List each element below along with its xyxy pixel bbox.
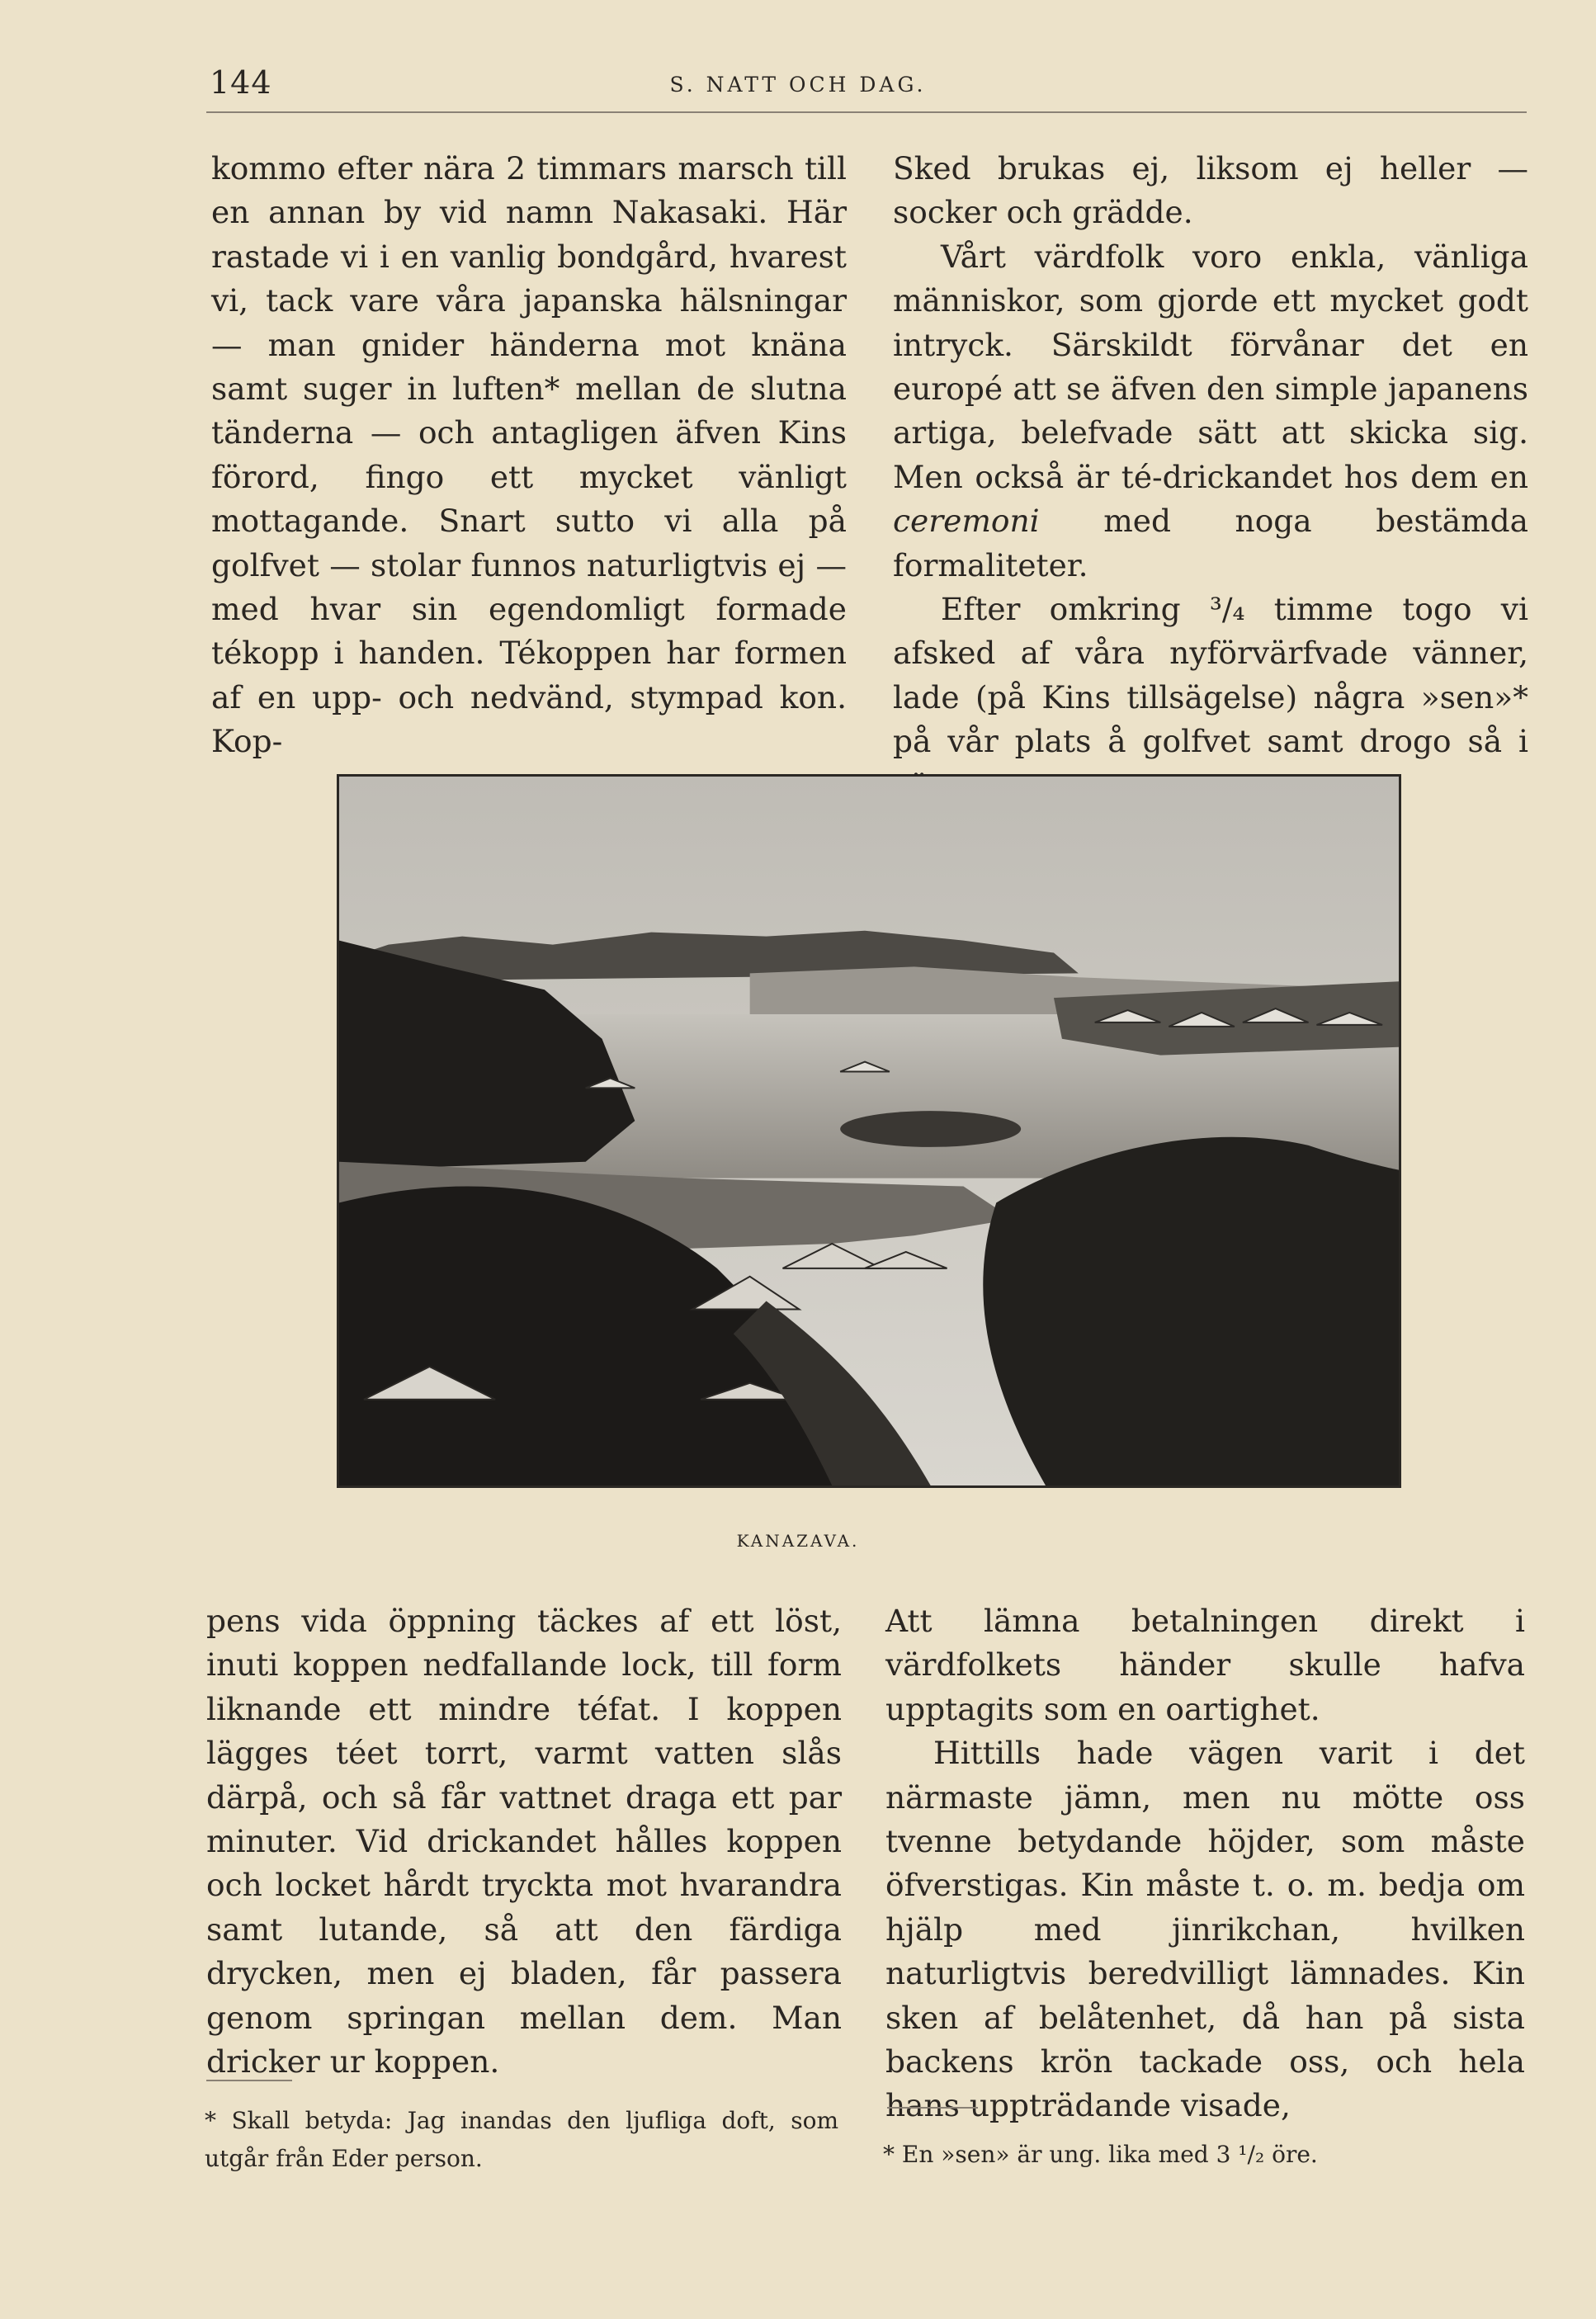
paragraph: Efter omkring ³/₄ timme togo vi afsked af våra nyförvärfvade vänner, lade (på Kins tillsägelse) några »sen»* på vår plats å golfvet samt drogo så i [893,591,1528,760]
page-number: 144 [210,64,272,101]
paragraph: kommo efter nära 2 timmars marsch till en annan by vid namn Nakasaki. Här rastade vi i en vanlig bondgård, hvarest vi, tack vare våra japanska hälsningar — man gnider händerna mot knäna samt suger in luften* mellan de slutna tänderna — och antagligen äfven Kins förord, fingo ett mycket vänligt mottagande. Snart sutto vi alla på golfvet — stolar funnos naturligtvis ej — med hvar sin egendomligt formade tékopp i handen. Tékoppen har formen af en upp- och nedvänd, stympad kon. Kop- [211,150,847,760]
column-bottom-right [885,1599,1525,2128]
paragraph: pens vida öppning täckes af ett löst, inuti koppen nedfallande lock, till form liknande ett mindre téfat. I koppen lägges téet torrt, varmt vatten slås därpå, och så får vattnet draga ett par minuter. Vid drickandet hålles koppen och locket hårdt tryckta mot hvarandra samt lutande, så att den färdiga drycken, men ej bladen, får passera genom springan mellan dem. Man dricker ur koppen. [206,1603,842,2080]
photograph-kanazava [337,774,1401,1488]
paragraph: Vårt värdfolk voro enkla, vänliga människor, som gjorde ett mycket godt intryck. Särskildt förvånar det en europé att se äfven den simple japanens artiga, belefvade sätt att skicka sig. Men också är té-drickandet hos dem en ceremoni med noga bestämda formaliteter. [893,238,1529,583]
footnote-rule-right [887,2107,978,2109]
running-title: S. NATT OCH DAG. [669,73,927,97]
landscape-photo-image [339,777,1399,1485]
column-bottom-left [206,1599,842,2084]
column-top-left [211,147,847,764]
italic-term: ceremoni [893,503,1040,540]
paragraph: Sked brukas ej, liksom ej heller — socker och grädde. [893,150,1528,231]
footnote-right: * En »sen» är ung. lika med 3 ¹/₂ öre. [883,2141,1318,2168]
footnote-left: * Skall betyda: Jag inandas den ljufliga doft, som utgår från Eder person. [205,2107,838,2172]
paragraph: Att lämna betalningen direkt i värdfolkets händer skulle hafva upptagits som en oartighet. [885,1603,1525,1727]
column-top-right [893,147,1528,808]
figure-caption: KANAZAVA. [736,1531,860,1551]
paragraph: Hittills hade vägen varit i det närmaste jämn, men nu mötte oss tvenne betydande höjder, som måste öfverstigas. Kin måste t. o. m. bedja om hjälp med jinrikchan, hvilken naturligtvis beredvilligt lämnades. Kin sken af belåtenhet, då han på sista backens krön tackade oss, och hela hans uppträdande visade, [885,1735,1525,2124]
footnote-rule-left [206,2080,292,2081]
header-rule [206,111,1527,113]
